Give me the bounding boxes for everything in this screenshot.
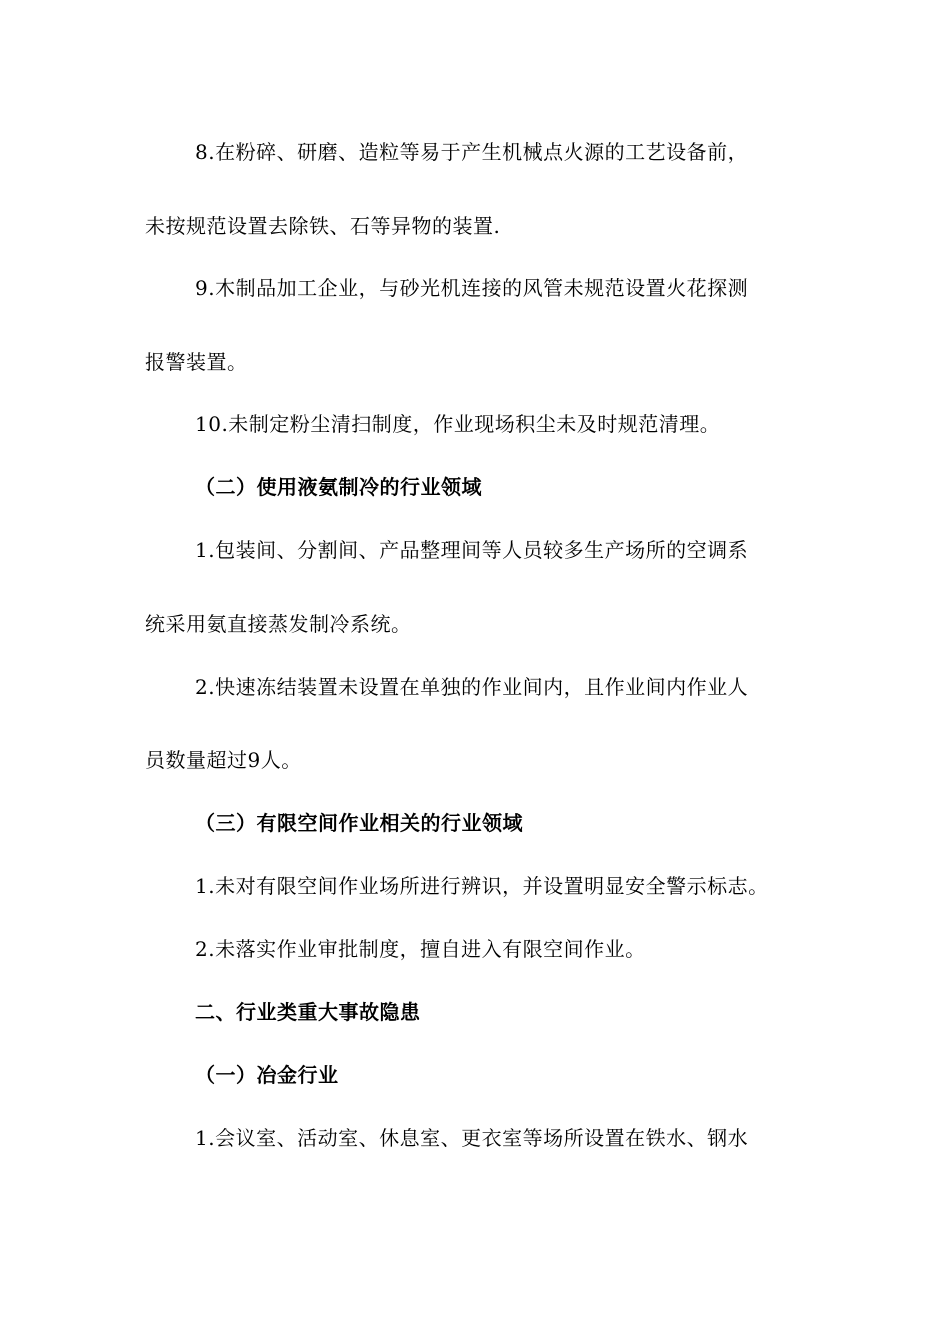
paragraph-item-9-line-2: 报警装置。 <box>145 350 248 374</box>
paragraph-ammonia-1-line-1: 1.包装间、分割间、产品整理间等人员较多生产场所的空调系 <box>195 538 749 562</box>
section-heading-ammonia: （二）使用液氨制冷的行业领域 <box>195 475 482 499</box>
paragraph-item-8-line-2: 未按规范设置去除铁、石等异物的装置. <box>145 214 501 238</box>
paragraph-ammonia-2-line-2: 员数量超过9人。 <box>145 748 302 772</box>
paragraph-item-10: 10.未制定粉尘清扫制度，作业现场积尘未及时规范清理。 <box>195 412 721 436</box>
section-heading-metallurgy: （一）冶金行业 <box>195 1063 339 1087</box>
section-heading-confined-space: （三）有限空间作业相关的行业领域 <box>195 811 523 835</box>
paragraph-ammonia-2-line-1: 2.快速冻结装置未设置在单独的作业间内，且作业间内作业人 <box>195 675 749 699</box>
paragraph-confined-1: 1.未对有限空间作业场所进行辨识，并设置明显安全警示标志。 <box>195 874 769 898</box>
paragraph-metallurgy-1-line-1: 1.会议室、活动室、休息室、更衣室等场所设置在铁水、钢水 <box>195 1126 749 1150</box>
chapter-heading-industry: 二、行业类重大事故隐患 <box>195 1000 421 1024</box>
paragraph-confined-2: 2.未落实作业审批制度，擅自进入有限空间作业。 <box>195 937 646 961</box>
paragraph-item-8-line-1: 8.在粉碎、研磨、造粒等易于产生机械点火源的工艺设备前， <box>195 140 749 164</box>
paragraph-ammonia-1-line-2: 统采用氨直接蒸发制冷系统。 <box>145 612 412 636</box>
paragraph-item-9-line-1: 9.木制品加工企业，与砂光机连接的风管未规范设置火花探测 <box>195 276 749 300</box>
